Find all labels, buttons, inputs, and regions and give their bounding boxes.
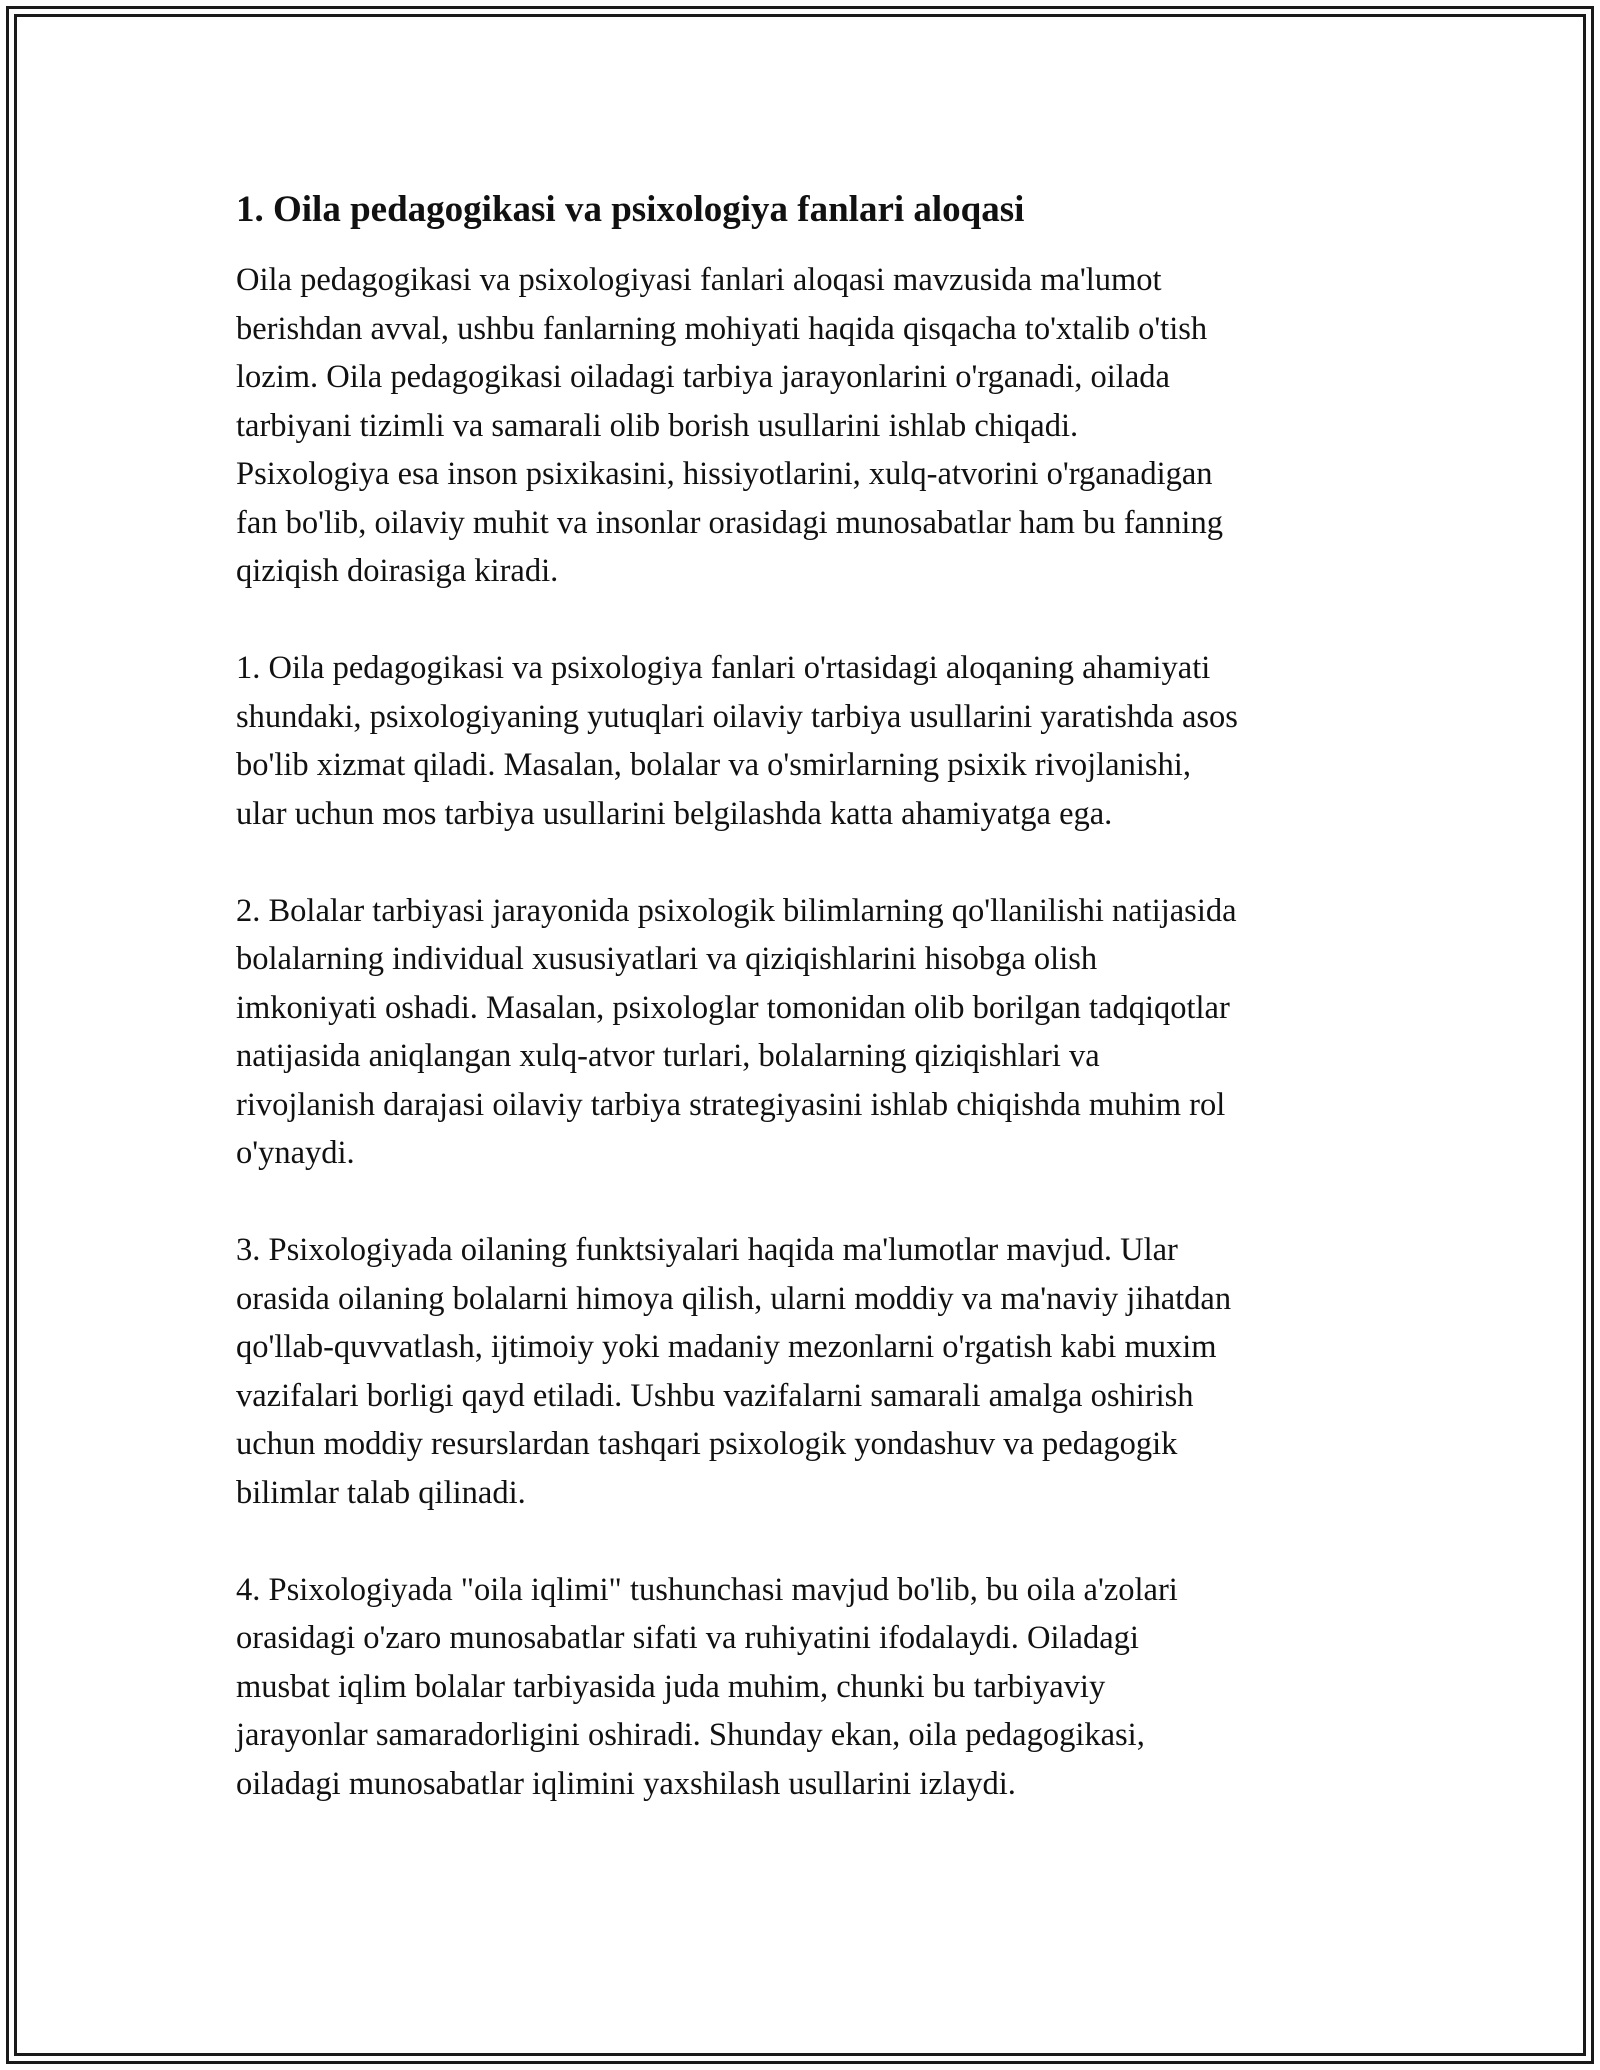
paragraph-point-4 [236, 1566, 1376, 1809]
text-line: shundaki, psixologiyaning yutuqlari oilaviy tarbiya usullarini yaratishda asos [236, 698, 1238, 735]
text-line: natijasida aniqlangan xulq-atvor turlari, bolalarning qiziqishlari va [236, 1038, 1100, 1074]
text-line: lozim. Oila pedagogikasi oiladagi tarbiya jarayonlarini o'rganadi, oilada [236, 359, 1170, 395]
text-line: tarbiyani tizimli va samarali olib borish usullarini ishlab chiqadi. [236, 407, 1079, 444]
text-line: orasidagi o'zaro munosabatlar sifati va ruhiyatini ifodalaydi. Oiladagi [236, 1620, 1139, 1656]
text-line: bolalarning individual xususiyatlari va qiziqishlarini hisobga olish [236, 941, 1098, 977]
paragraph-point-3 [236, 1226, 1376, 1517]
text-line: Oila pedagogikasi va psixologiyasi fanlari aloqasi mavzusida ma'lumot [236, 262, 1162, 298]
text-line: bo'lib xizmat qiladi. Masalan, bolalar va o'smirlarning psixik rivojlanishi, [236, 747, 1191, 783]
text-line: vazifalari borligi qayd etiladi. Ushbu vazifalarni samarali amalga oshirish [236, 1377, 1194, 1414]
text-line: o'ynaydi. [236, 1135, 355, 1171]
text-line: 4. Psixologiyada "oila iqlimi" tushunchasi mavjud bo'lib, bu oila a'zolari [236, 1571, 1178, 1608]
text-line: qiziqish doirasiga kiradi. [236, 553, 559, 589]
text-line: bilimlar talab qilinadi. [236, 1474, 526, 1511]
text-line: oiladagi munosabatlar iqlimini yaxshilash usullarini izlaydi. [236, 1765, 1016, 1802]
text-line: fan bo'lib, oilaviy muhit va insonlar orasidagi munosabatlar ham bu fanning [236, 504, 1223, 541]
paragraph-intro [236, 256, 1376, 596]
text-line: rivojlanish darajasi oilaviy tarbiya strategiyasini ishlab chiqishda muhim rol [236, 1086, 1226, 1123]
document-body [236, 186, 1376, 1857]
text-line: imkoniyati oshadi. Masalan, psixologlar tomonidan olib borilgan tadqiqotlar [236, 989, 1230, 1026]
text-line: 1. Oila pedagogikasi va psixologiya fanlari o'rtasidagi aloqaning ahamiyati [236, 650, 1211, 686]
text-line: jarayonlar samaradorligini oshiradi. Shunday ekan, oila pedagogikasi, [236, 1717, 1145, 1753]
text-line: berishdan avval, ushbu fanlarning mohiyati haqida qisqacha to'xtalib o'tish [236, 310, 1208, 347]
text-line: Psixologiya esa inson psixikasini, hissiyotlarini, xulq-atvorini o'rganadigan [236, 456, 1213, 492]
paragraph-point-1 [236, 644, 1376, 838]
text-line: musbat iqlim bolalar tarbiyasida juda muhim, chunki bu tarbiyaviy [236, 1668, 1106, 1705]
text-line: ular uchun mos tarbiya usullarini belgilashda katta ahamiyatga ega. [236, 795, 1113, 832]
text-line: qo'llab-quvvatlash, ijtimoiy yoki madaniy mezonlarni o'rgatish kabi muxim [236, 1329, 1217, 1365]
paragraph-point-2 [236, 887, 1376, 1178]
document-title: 1. Oila pedagogikasi va psixologiya fanlari aloqasi [236, 189, 1025, 230]
text-line: orasida oilaning bolalarni himoya qilish, ularni moddiy va ma'naviy jihatdan [236, 1280, 1232, 1317]
text-line: uchun moddiy resurslardan tashqari psixologik yondashuv va pedagogik [236, 1426, 1178, 1462]
text-line: 2. Bolalar tarbiyasi jarayonida psixologik bilimlarning qo'llanilishi natijasida [236, 892, 1237, 929]
text-line: 3. Psixologiyada oilaning funktsiyalari haqida ma'lumotlar mavjud. Ular [236, 1232, 1178, 1268]
